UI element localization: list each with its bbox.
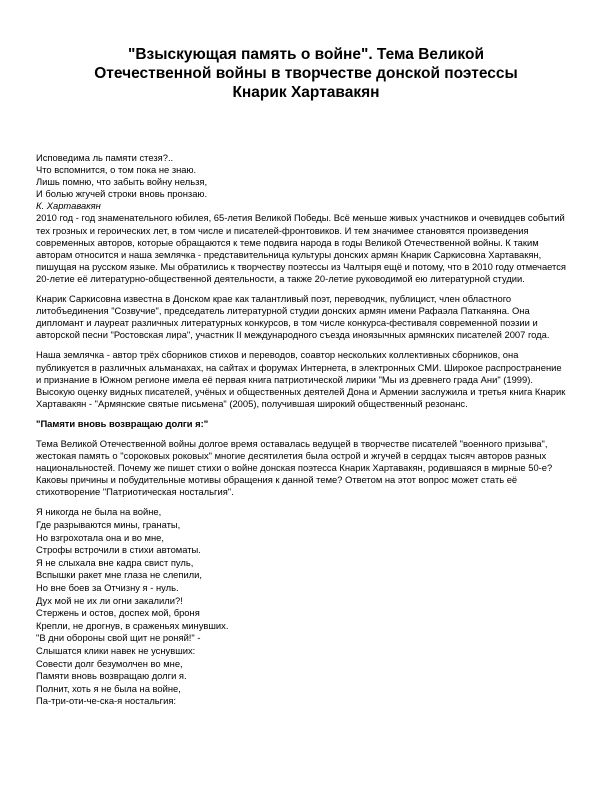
poem-line: Вспышки ракет мне глаза не слепили, — [36, 569, 202, 581]
poem-line: Стержень и остов, доспех мой, броня — [36, 607, 200, 619]
epigraph-line: Исповедима ль памяти стезя?.. — [36, 152, 174, 163]
paragraph-war-theme: Тема Великой Отечественной войны долгое время оставалась ведущей в творчестве писателей "военного призыва", жестокая память о "сороковых роковых" многие десятилетия была острой и жгучей в сердцах тысяч авторов разных национальностей. Почему же пишет стихи о войне донская поэтесса Кнарик Хартавакян, родившаяся в мирные 50-е? Каковы причины и побудительные мотивы обращения к данной теме? Ответом на этот вопрос может стать её стихотворение "Патриотическая ностальгия". — [36, 437, 553, 498]
paragraph-intro: 2010 год - год знаменательного юбилея, 65-летия Великой Победы. Всё меньше живых участников и очевидцев событий тех грозных и героических лет, в том числе и писателей-фронтовиков. И тем значимее становятся произведения современных авторов, которые обращаются к теме подвига народа в годы Великой Отечественной войны. К таким авторам относится и наша землячка - представительница культуры донских армян Кнарик Саркисовна Хартавакян, пишущая на русском языке. Мы обратились к творчеству поэтессы из Чалтыря ещё и потому, что в 2010 году отмечается 20-летие её литературно-общественной деятельности, а также 20-летие руководимой ею литературной студии. — [36, 212, 567, 284]
document-body — [36, 152, 566, 708]
epigraph-author: К. Хартавакян — [36, 200, 101, 212]
poem-line: Па-три-оти-че-ска-я ностальгия: — [36, 695, 177, 707]
epigraph-line: Лишь помню, что забыть войну нельзя, — [36, 176, 208, 188]
epigraph-line: И болью жгучей строки вновь пронзаю. — [36, 188, 208, 200]
poem-line: Дух мой не их ли огни закалили?! — [36, 594, 183, 606]
poem-line: Строфы встрочили в стихи автоматы. — [36, 544, 201, 556]
poem-line: Где разрываются мины, гранаты, — [36, 519, 181, 531]
poem-line: Но вне боев за Отчизну я - нуль. — [36, 582, 179, 593]
title-line: "Взыскующая память о войне". Тема Великой — [128, 46, 484, 63]
epigraph — [36, 152, 566, 212]
poem-line: Но взгрохотала она и во мне, — [36, 531, 164, 543]
paragraph-publications: Наша землячка - автор трёх сборников стихов и переводов, соавтор нескольких коллективных сборников, она публикуется в различных альманахах, на сайтах и форумах Интернета, в электронных СМИ. Широкое распространение и признание в Южном регионе имела её первая книга патриотической лирики "Мы из древнего града Ани" (1999). Высокую оценку видных писателей, учёных и общественных деятелей Дона и Армении заслужила и третья книга Кнарик Хартавакян - "Армянские святые письмена" (2005), получившая широкий общественный резонанс. — [36, 349, 566, 409]
title-line: Отечественной войны в творчестве донской поэтессы — [94, 65, 518, 82]
poem-line: Полнит, хоть я не была на войне, — [36, 682, 181, 694]
poem-line: "В дни обороны свой щит не роняй!" - — [36, 632, 201, 644]
poem-line: Я не слыхала вне кадра свист пуль, — [36, 556, 194, 568]
document-title — [40, 45, 572, 102]
poem — [36, 506, 566, 708]
epigraph-line: Что вспомнится, о том пока не знаю. — [36, 164, 197, 176]
poem-line: Крепли, не дрогнув, в сраженьях минувших. — [36, 619, 229, 631]
paragraph-biography: Кнарик Саркисовна известна в Донском крае как талантливый поэт, переводчик, публицист, член областного литобъединения "Созвучие", председатель литературной студии донских армян имени Рафаэла Патканяна. Она дипломант и лауреат различных литературных конкурсов, в том числе конкурса-фестиваля современной поэзии и авторской песни "Ростовская лира", участник II международного съезда иноязычных армянских писателей 2007 года. — [36, 293, 550, 341]
poem-line: Я никогда не была на войне, — [36, 506, 162, 518]
title-line: Кнарик Хартавакян — [232, 84, 380, 101]
poem-line: Совести долг безумолчен во мне, — [36, 657, 183, 669]
poem-line: Памяти вновь возвращаю долги я. — [36, 670, 187, 682]
section-subheading: "Памяти вновь возвращаю долги я:" — [36, 417, 209, 429]
poem-line: Слышатся клики навек не уснувших: — [36, 644, 196, 656]
